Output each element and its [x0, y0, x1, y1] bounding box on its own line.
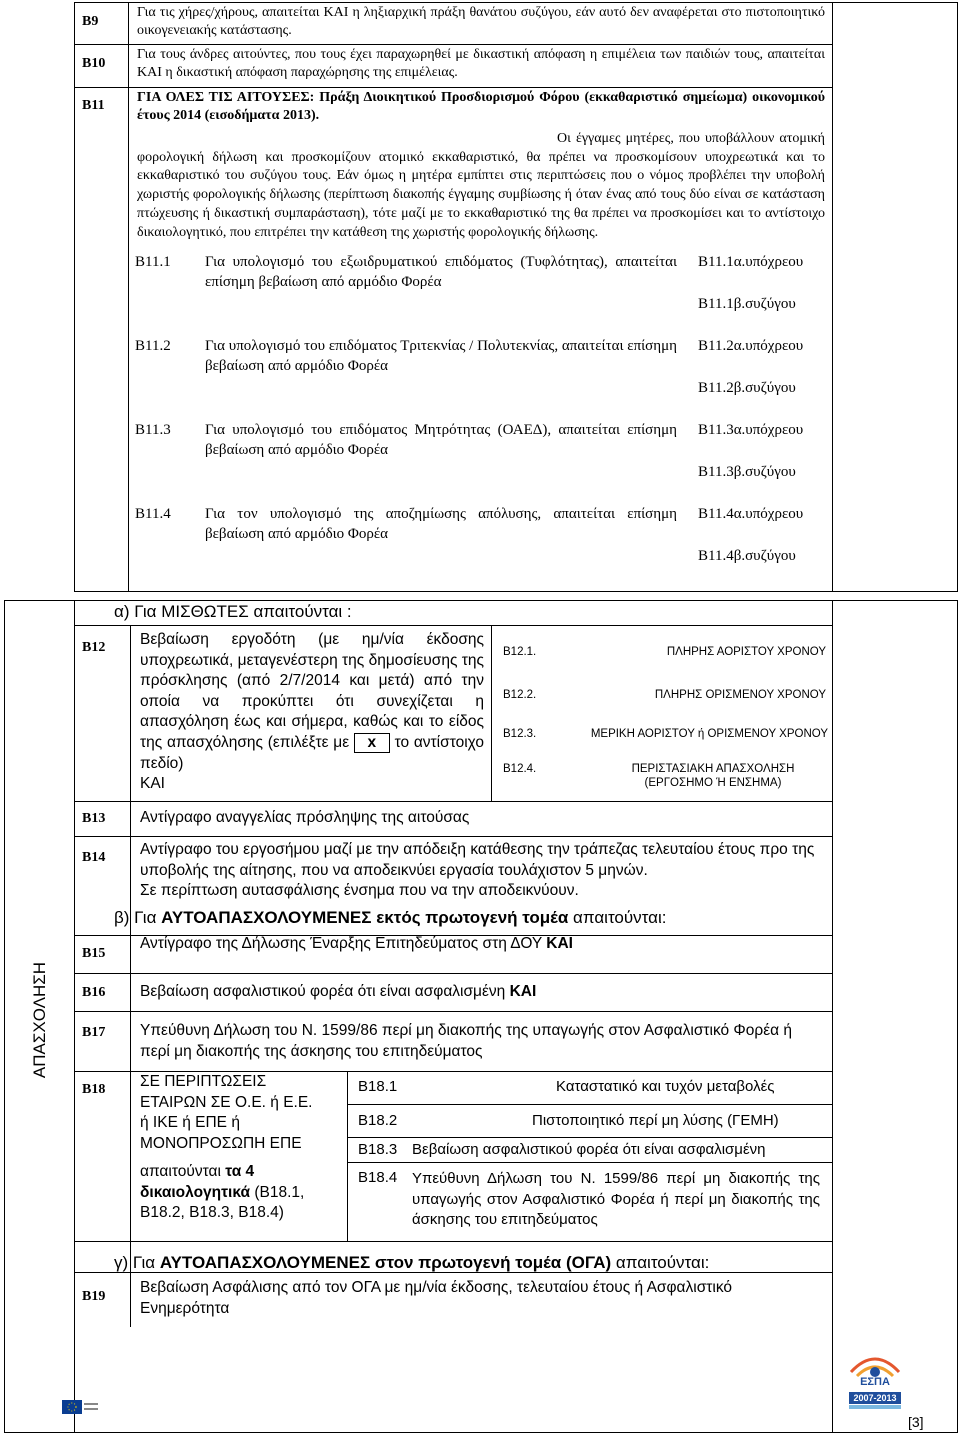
b11-4-text: Για τον υπολογισμό της αποζημίωσης απόλυσης, απαιτείται επίσημη βεβαίωση από αρμόδιο Φορέα: [205, 506, 677, 542]
section-b-heading: β) Για ΑΥΤΟΑΠΑΣΧΟΛΟΥΜΕΝΕΣ εκτός πρωτογενή τομέα απαιτούνται:: [114, 908, 667, 927]
b12-4-label: ΠΕΡΙΣΤΑΣΙΑΚΗ ΑΠΑΣΧΟΛΗΣΗ: [631, 763, 795, 775]
b11-2-text: Για υπολογισμό του επιδόματος Τριτεκνίας / Πολυτεκνίας, απαιτείται επίσημη βεβαίωση από αρμόδιο Φορέα: [205, 338, 677, 374]
x-mark-box: x: [354, 733, 390, 753]
employment-side-label: ΑΠΑΣΧΟΛΗΣΗ: [30, 961, 49, 1079]
b16-text: Βεβαίωση ασφαλιστικού φορέα ότι είναι ασφαλισμένη ΚΑΙ: [140, 983, 537, 1000]
b11-2a: B11.2α.υπόχρεου: [698, 338, 804, 354]
b13-text: Αντίγραφο αναγγελίας πρόσληψης της αιτούσας: [140, 809, 470, 826]
section-c-heading: γ) Για ΑΥΤΟΑΠΑΣΧΟΛΟΥΜΕΝΕΣ στον πρωτογενή τομέα (ΟΓΑ) απαιτούνται:: [114, 1253, 710, 1272]
b18-1-text: Καταστατικό και τυχόν μεταβολές: [556, 1078, 775, 1095]
b11-3b: B11.3β.συζύγου: [698, 464, 796, 480]
b12-2-code: B12.2.: [503, 689, 537, 701]
b11-2-code: B11.2: [135, 338, 171, 354]
b18-3-code: B18.3: [358, 1141, 398, 1158]
b11-heading: ΓΙΑ ΟΛΕΣ ΤΙΣ ΑΙΤΟΥΣΕΣ: Πράξη Διοικητικού Προσδιορισμού Φόρου (εκκαθαριστικό σημείωμα) οικονομικού έτους 2014 (εισοδήματα 2013).: [137, 90, 825, 123]
code-b19: B19: [82, 1289, 106, 1304]
code-b9: B9: [82, 14, 99, 29]
b11-body: Οι έγγαμες μητέρες, που υποβάλλουν ατομική φορολογική δήλωση και προσκομίζουν ατομικό εκκαθαριστικό, θα πρέπει να προσκομίσουν υποχρεωτικά και το εκκαθαριστικό του συζύγου τους. Εάν όμως η μητέρα εμπίπτει στις περιπτώσεις που ο νόμος προβλέπει την υποβολή χωριστής φορολογικής δήλωσης (περίπτωση διακοπής έγγαμης συμβίωσης ή όταν ένας από τους δύο είναι σε κατάσταση πτώχευσης ή δικαστική συμπαράσταση), τότε μαζί με το εκκαθαριστικό της θα πρέπει να προσκομίσει και το αντίστοιχο δικαιολογητικό, που επιτρέπει την κατάθεση της χωριστής φορολογικής δήλωσης.: [137, 131, 825, 240]
b11-3-code: B11.3: [135, 422, 171, 438]
b18-2-text: Πιστοποιητικό περί μη λύσης (ΓΕΜΗ): [532, 1112, 779, 1129]
b11-1a: B11.1α.υπόχρεου: [698, 254, 804, 270]
b11-4-code: B11.4: [135, 506, 171, 522]
b12-4-label2: (ΕΡΓΟΣΗΜΟ Ή ΕΝΣΗΜΑ): [644, 777, 782, 789]
b11-1b: B11.1β.συζύγου: [698, 296, 796, 312]
code-b13: B13: [82, 811, 106, 826]
page-number: [3]: [908, 1414, 924, 1430]
b18-3-text: Βεβαίωση ασφαλιστικού φορέα ότι είναι ασφαλισμένη: [412, 1141, 766, 1158]
b12-text: Βεβαίωση εργοδότη (με ημ/νία έκδοσης υποχρεωτικά, μεταγενέστερη της δημοσίευσης της πρόσκλησης (από 2/7/2014 και μετά) από την οποία να προκύπτει ότι συνεχίζεται η απασχόληση έως και σήμερα, καθώς και το είδος της απασχόλησης (επιλέξτε με x το αντίστοιχο πεδίο) ΚΑΙ: [140, 631, 484, 793]
b12-4-code: B12.4.: [503, 763, 537, 775]
b18-4-code: B18.4: [358, 1169, 398, 1186]
b12-3-label: ΜΕΡΙΚΗ ΑΟΡΙΣΤΟΥ ή ΟΡΙΣΜΕΝΟΥ ΧΡΟΝΟΥ: [590, 728, 828, 740]
b14-text: Αντίγραφο του εργοσήμου μαζί με την απόδειξη κατάθεσης την τράπεζας τελευταίου έτους προ της υποβολής της αίτησης, που να αποδεικνύει εργασία τουλάχιστον 5 μηνών. Σε περίπτωση αυτασφάλισης ένσημα που να την αποδεικνύουν.: [140, 841, 815, 899]
b12-3-code: B12.3.: [503, 728, 537, 740]
eu-emblem-icon: [62, 1400, 98, 1414]
b18-4-text: Υπεύθυνη Δήλωση του Ν. 1599/86 περί μη διακοπής της υπαγωγής στον Ασφαλιστικό Φορέα ή περί μη διακοπής της άσκησης του επιτηδεύματος: [412, 1170, 820, 1228]
code-b14: B14: [82, 850, 106, 865]
b15-text: Αντίγραφο της Δήλωσης Έναρξης Επιτηδεύματος στη ΔΟΥ ΚΑΙ: [140, 935, 573, 952]
code-b16: B16: [82, 985, 106, 1000]
b12-1-label: ΠΛΗΡΗΣ ΑΟΡΙΣΤΟΥ ΧΡΟΝΟΥ: [666, 646, 826, 658]
code-b17: B17: [82, 1025, 106, 1040]
b18-1-code: B18.1: [358, 1078, 398, 1095]
b11-1-text: Για υπολογισμό του εξωιδρυματικού επιδόματος (Τυφλότητας), απαιτείται επίσημη βεβαίωση από αρμόδιο Φορέα: [205, 254, 677, 290]
b11-3-text: Για υπολογισμό του επιδόματος Μητρότητας (ΟΑΕΔ), απαιτείται επίσημη βεβαίωση από αρμόδιο Φορέα: [205, 422, 677, 458]
b11-2b: B11.2β.συζύγου: [698, 380, 796, 396]
code-b12: B12: [82, 640, 106, 655]
espa-logo-icon: ΕΣΠΑ 2007-2013: [843, 1342, 907, 1412]
b10-text: Για τους άνδρες αιτούντες, που τους έχει παραχωρηθεί με δικαστική απόφαση η επιμέλεια των παιδιών τους, απαιτείται ΚΑΙ η δικαστική απόφαση παραχώρησης της επιμέλειας.: [137, 47, 825, 80]
b11-1-code: B11.1: [135, 254, 171, 270]
code-b10: B10: [82, 56, 106, 71]
b18-left: ΣΕ ΠΕΡΙΠΤΩΣΕΙΣ ΕΤΑΙΡΩΝ ΣΕ Ο.Ε. ή Ε.Ε. ή ΙΚΕ ή ΕΠΕ ή ΜΟΝΟΠΡΟΣΩΠΗ ΕΠΕ απαιτούνται τα 4 δικαιολογητικά (B18.1, B18.2, B18.3, B18.4): [140, 1073, 313, 1221]
section-a-heading: α) Για ΜΙΣΘΩΤΕΣ απαιτούνται :: [114, 602, 352, 621]
b18-2-code: B18.2: [358, 1112, 398, 1129]
b11-4a: B11.4α.υπόχρεου: [698, 506, 804, 522]
code-b18: B18: [82, 1082, 106, 1097]
b12-2-label: ΠΛΗΡΗΣ ΟΡΙΣΜΕΝΟΥ ΧΡΟΝΟΥ: [654, 689, 826, 701]
b11-3a: B11.3α.υπόχρεου: [698, 422, 804, 438]
b9-text: Για τις χήρες/χήρους, απαιτείται ΚΑΙ η ληξιαρχική πράξη θανάτου συζύγου, εάν αυτό δεν αναφέρεται στο πιστοποιητικό οικογενειακής κατάστασης.: [137, 5, 825, 38]
code-b15: B15: [82, 946, 106, 961]
b17-text: Υπεύθυνη Δήλωση του Ν. 1599/86 περί μη διακοπής της υπαγωγής στον Ασφαλιστικό Φορέα ή περί μη διακοπής της άσκησης του επιτηδεύματος: [140, 1022, 793, 1060]
b11-4b: B11.4β.συζύγου: [698, 548, 796, 564]
code-b11: B11: [82, 98, 105, 113]
b19-text: Βεβαίωση Ασφάλισης από τον ΟΓΑ με ημ/νία έκδοσης, τελευταίου έτους ή Ασφαλιστικό Ενημερότητα: [140, 1279, 733, 1317]
b12-1-code: B12.1.: [503, 646, 537, 658]
